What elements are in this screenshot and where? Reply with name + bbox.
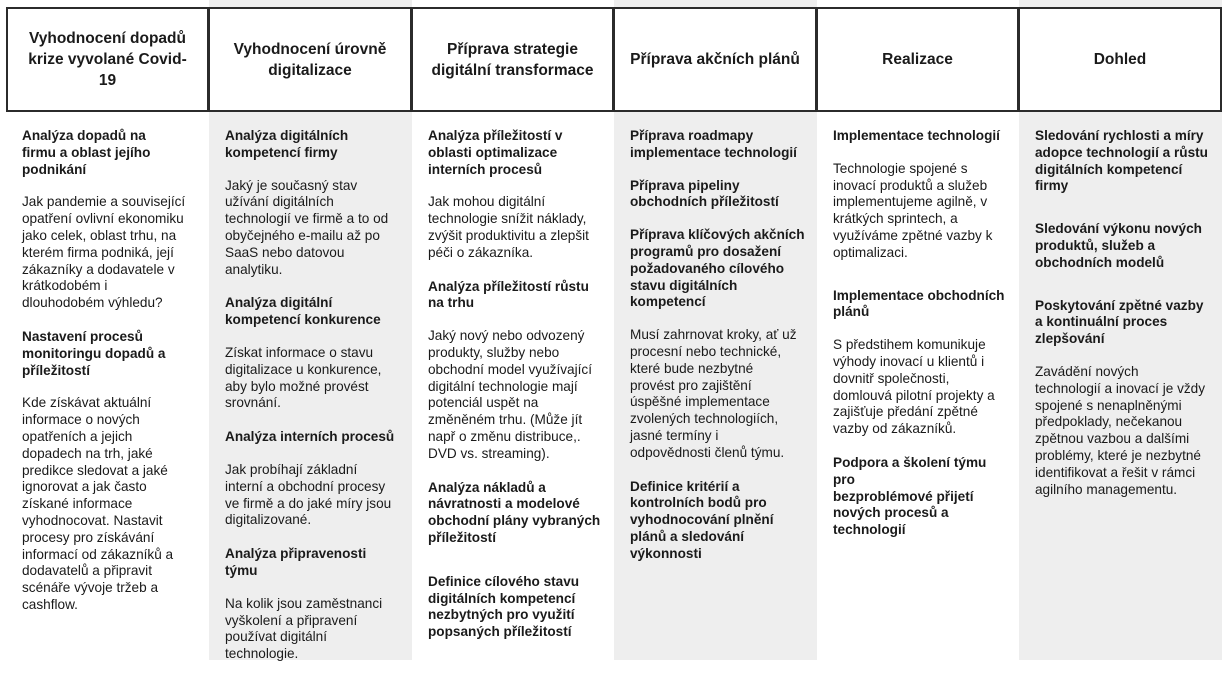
column-strategy [412, 0, 614, 660]
item-description: S předstihem komunikuje výhody inovací u klientů i dovnitř společnosti, domlouvá pilotní projekty a zajišťuje předání zpětné vazby od zákazníků. [833, 337, 995, 437]
list-item [428, 279, 602, 463]
item-title: Analýza digitální kompetencí konkurence [225, 295, 381, 328]
item-title: Příprava roadmapy implementace technologií [630, 128, 797, 160]
item-description: Na kolik jsou zaměstnanci vyškolení a připravení používat digitální technologie. [225, 595, 383, 662]
item-title: Analýza připravenosti týmu [225, 546, 367, 578]
item-title: Příprava pipeliny obchodních příležitostí [630, 177, 779, 210]
item-description: Jaký je současný stav užívání digitálních technologií ve firmě a to od obyčejného e-mailu až po SaaS nebo datovou analytiku. [225, 177, 389, 277]
column-body [428, 128, 602, 658]
column-body [833, 128, 1007, 556]
item-title: Implementace obchodních plánů [833, 287, 1005, 320]
column-header: Vyhodnocení dopadů krize vyvolané Covid-19 [6, 7, 209, 112]
list-item [225, 128, 400, 278]
item-title: Podpora a školení týmu pro bezproblémové přijetí nových procesů a technologií [833, 454, 987, 538]
list-item [630, 227, 805, 461]
column-body [1035, 128, 1210, 515]
item-title: Analýza dopadů na firmu a oblast jejího podnikání [22, 128, 151, 177]
column-header: Příprava strategie digitální transformace [412, 7, 614, 112]
column-realization [817, 0, 1019, 660]
item-title: Poskytování zpětné vazby a kontinuální proces zlepšování [1035, 297, 1204, 347]
item-description: Technologie spojené s inovací produktů a služeb implementujeme agilně, v krátkých sprintech, a využíváme zpětné vazby k optimalizaci. [833, 160, 993, 260]
item-title: Sledování výkonu nových produktů, služeb a obchodních modelů [1035, 221, 1202, 270]
column-body [225, 128, 400, 680]
column-body [22, 128, 197, 631]
item-title: Definice cílového stavu digitálních kompetencí nezbytných pro využití popsaných příležitostí [428, 573, 580, 640]
list-item [428, 128, 602, 262]
item-title: Implementace technologií [833, 128, 1000, 143]
item-title: Analýza digitálních kompetencí firmy [225, 128, 349, 160]
list-item [225, 295, 400, 412]
list-item [833, 288, 1007, 438]
column-digitalization-assessment [209, 0, 412, 660]
list-item [225, 429, 400, 529]
column-header: Vyhodnocení úrovně digitalizace [209, 7, 412, 112]
item-title: Nastavení procesů monitoringu dopadů a příležitostí [22, 328, 166, 378]
list-item [833, 455, 1007, 539]
column-covid-impact [6, 0, 209, 660]
column-header: Dohled [1019, 7, 1222, 112]
item-title: Analýza nákladů a návratnosti a modelové obchodní plány vybraných příležitostí [428, 479, 601, 545]
item-description: Kde získávat aktuální informace o nových opatřeních a jejich dopadech na trh, jaké predikce sledovat a jaké ignorovat a jak často získané informace vyhodnocovat. Nastavit procesy pro získávání informací od zákazníků a dodavatelů a připravit scénáře vývoje tržeb a cashflow. [22, 395, 174, 612]
item-description: Musí zahrnovat kroky, ať už procesní nebo technické, které bude nezbytné provést pro zajištění úspěšné implementace zvolených technologiích, jasné termíny i odpovědnosti členů týmu. [630, 327, 797, 460]
list-item [833, 128, 1007, 262]
list-item [225, 546, 400, 663]
column-header: Příprava akčních plánů [614, 7, 817, 112]
column-oversight [1019, 0, 1222, 660]
list-item [630, 128, 805, 162]
item-title: Definice kritérií a kontrolních bodů pro vyhodnocování plnění plánů a sledování výkonnosti [630, 478, 774, 561]
column-action-plans [614, 0, 817, 660]
list-item [428, 480, 602, 547]
list-item [1035, 128, 1210, 195]
item-description: Získat informace o stavu digitalizace u konkurence, aby bylo možné provést srovnání. [225, 344, 382, 411]
item-description: Jak pandemie a související opatření ovlivní ekonomiku jako celek, oblast trhu, na kterém firma podniká, její zákazníky a dodavatele v krátkodobém i dlouhodobém výhledu? [22, 194, 186, 311]
item-title: Analýza příležitostí růstu na trhu [428, 278, 589, 311]
item-description: Jak probíhají základní interní a obchodní procesy ve firmě a do jaké míry jsou digitalizované. [225, 461, 392, 528]
list-item [428, 574, 602, 641]
item-title: Příprava klíčových akčních programů pro dosažení požadovaného cílového stavu digitálních kompetencí [630, 227, 805, 310]
list-item [1035, 221, 1210, 271]
list-item [1035, 298, 1210, 499]
item-description: Jaký nový nebo odvozený produkty, služby nebo obchodní model využívající digitální technologie mají potenciál uspět na změněném trhu. (Může jít např o změnu distribuce,. DVD vs. streaming). [428, 328, 592, 461]
list-item [630, 479, 805, 563]
list-item [630, 178, 805, 212]
column-header: Realizace [817, 7, 1019, 112]
column-body [630, 128, 805, 580]
item-description: Zavádění nových technologií a inovací je vždy spojené s nenaplněnými předpoklady, nečekanou zpětnou vazbou a dalšími problémy, které je nezbytné identifikovat a řešit v rámci agilního managementu. [1035, 363, 1206, 497]
list-item [22, 128, 197, 312]
list-item [22, 329, 197, 614]
item-description: Jak mohou digitální technologie snížit náklady, zvýšit produktivitu a zlepšit péči o zákazníka. [428, 194, 589, 260]
item-title: Analýza interních procesů [225, 429, 395, 445]
item-title: Sledování rychlosti a míry adopce technologií a růstu digitálních kompetencí firmy [1035, 128, 1208, 194]
item-title: Analýza příležitostí v oblasti optimalizace interních procesů [428, 128, 563, 177]
